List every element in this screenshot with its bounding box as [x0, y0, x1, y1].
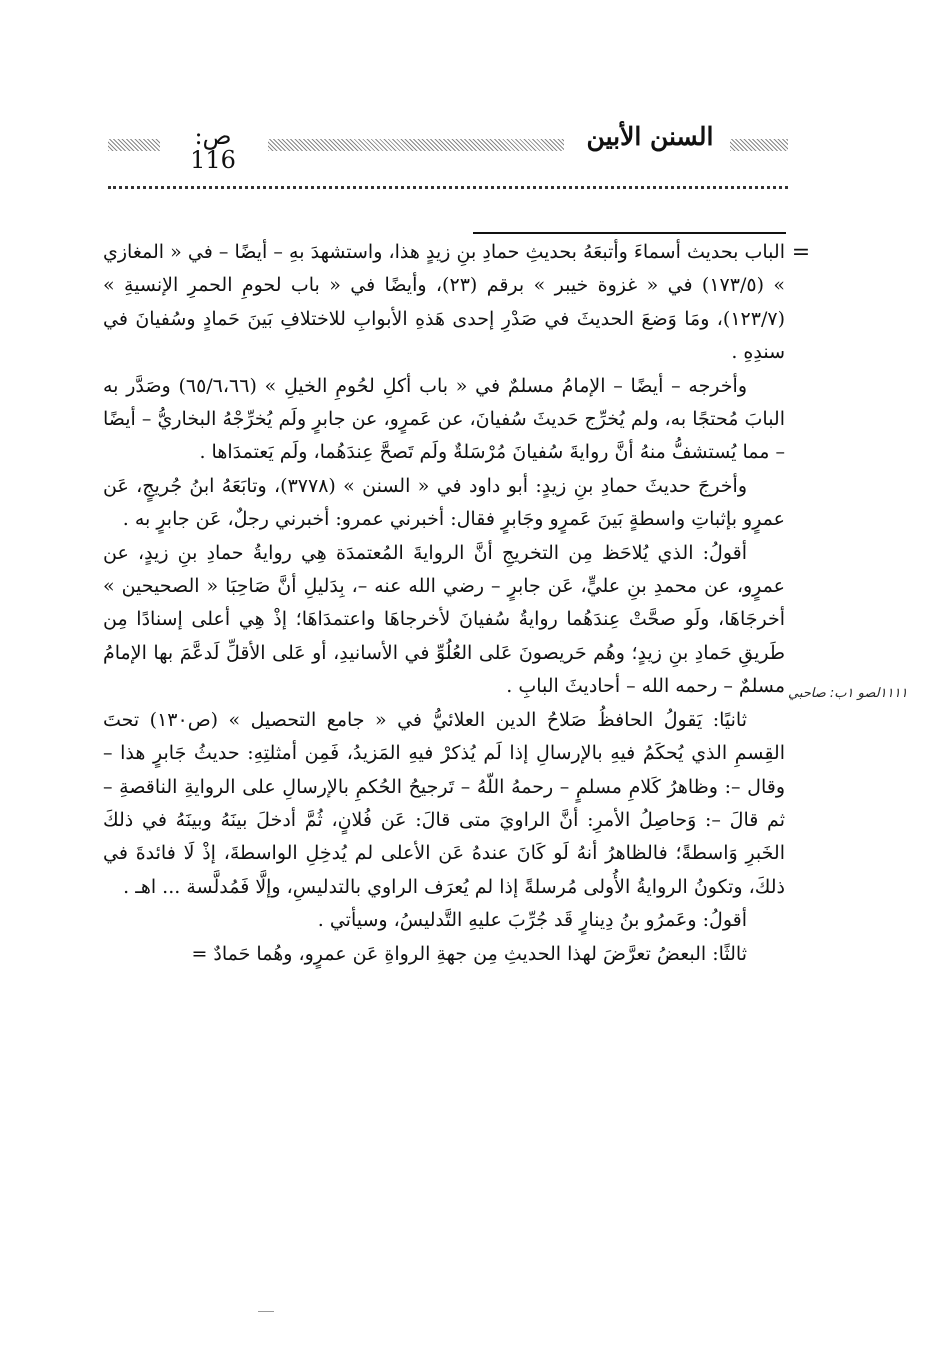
footnote-rule: [473, 232, 786, 234]
header-ornament-right: [730, 139, 788, 151]
dotted-separator: [108, 186, 788, 189]
continuation-mark: =: [791, 240, 811, 265]
paragraph: أقولُ: وعَمرُو بنُ دِينارٍ قَد جُرِّبَ عليهِ التَّدليسُ، وسيأتي .: [317, 909, 747, 932]
paragraph: الباب بحديث أسماءَ وأتبعَهُ بحديثِ حمادِ بنِ زيدٍ هذا، واستشهدَ بهِ – أيضًا – في « المغازي » (١٧٣/٥) في « غزوة خيبر » برقم (٢٣)، وأيضًا في « باب لحومِ الحمرِ الإنسيةِ » (١٢٣/٧)، ومَا وَضعَ الحديثَ في صَدْرِ إحدى هَذهِ الأبوابِ للاختلافِ بَينَ حَمادٍ وسُفيانَ في سندِهِ .: [103, 241, 786, 364]
paragraph: وأخرجَ حديثَ حمادِ بنِ زيدٍ: أبو داود في « السنن » (٣٧٧٨)، وتابَعَهُ ابنُ جُريجٍ، عَن عمرٍو بإثباتِ واسطةٍ بَينَ عَمرٍو وجَابرٍ فقال: أخبرني عمرو: أخبرني رجلٌ، عَن جابرٍ به .: [103, 474, 785, 531]
bottom-mark: [258, 1311, 274, 1312]
paragraph: ثالثًا: البعضُ تعرَّضَ لهذا الحديثِ مِن جهةِ الرواةِ عَن عمرٍو، وهُما حَمادٌ =: [191, 942, 747, 965]
paragraph: ثانيًا: يَقولُ الحافظُ صَلاحُ الدين العلائيُّ في « جامع التحصيل » (ص١٣٠) تحتَ القِسمِ الذي يُحكَمُ فيهِ بالإرسالِ إذا لَم يُذكرْ فيهِ المَزيدُ، فَمِن أمثلتِهِ: حديثُ جَابرٍ هذا – وقال –: وظاهرُ كَلامِ مسلمٍ – رحمهُ اللّهُ – تَرجيحُ الحُكمِ بالإرسالِ على الروايةِ الناقصةِ – ثم قالَ –: وَحاصِلُ الأمرِ: أنَّ الراويَ متى قالَ: عَن فُلانٍ، ثُمَّ أدخلَ بينَهُ وبينَهُ في ذلكَ الخَبرِ وَاسطةً؛ فالظاهرُ أنهُ لَو كَانَ عندهُ عَن الأعلى لم يُدخِلِ الواسطةَ، إذْ لَا فائدةَ في ذلكَ، وتكونُ الروايةُ الأُولى مُرسلةً إذا لم يُعرَف الراوي بالتدليسِ، وإلَّا فَمُدلَّسة ... اهـ .: [103, 708, 785, 898]
footnote-body: [103, 236, 785, 971]
paragraph: وأخرجه – أيضًا – الإمامُ مسلمٌ في « باب أكلِ لحُومِ الخيلِ » (٦٥/٦،٦٦) وصَدَّر به البابَ مُحتجًا به، ولم يُخرِّج حَديثَ سُفيانَ، عن عَمرٍو، عن جابرٍ ولَم يُخرِّجْهُ البخاريُّ – أيضًا – مما يُستشفُّ منهُ أنَّ روايةَ سُفيانَ مُرْسَلةٌ ولَم تَصحَّ عِندَهُما، ولَم يَعتمدَاها .: [103, 374, 785, 464]
header-page-number: ص: 116: [190, 122, 236, 174]
header-ornament-middle: [268, 139, 564, 151]
paragraph: أقولُ: الذي يُلاحَظ مِن التخريجِ أنَّ الروايةَ المُعتمدَة هِي روايةُ حمادِ بنِ زيدٍ، عن عمرٍو، عن محمدِ بنِ عليٍّ، عَن جابرٍ – رضي الله عنه –، بِدَليلِ أنَّ صَاحِبَا « الصحيحين » أخرجَاهَا، ولَو صحَّتْ عِندَهُما روايةُ سُفيانَ لأخرجاهَا واعتمدَاهَا؛ إذْ هِي أعلى إسنادًا مِن طَريقِ حَمادِ بنِ زيدٍ؛ وهُم حَريصونَ عَلى العُلُوِّ في الأسانيدِ، أو عَلى الأقلِّ لَدعَّمَ بها الإمامُ مسلمٌ – رحمه الله – أحاديثَ البابِ .: [103, 541, 785, 698]
header-ornament-left: [108, 139, 160, 151]
margin-handwritten-note: ١١١١لصو ١ب: صاحبي: [788, 686, 908, 701]
header-book-title: السنن الأبين: [586, 122, 714, 151]
